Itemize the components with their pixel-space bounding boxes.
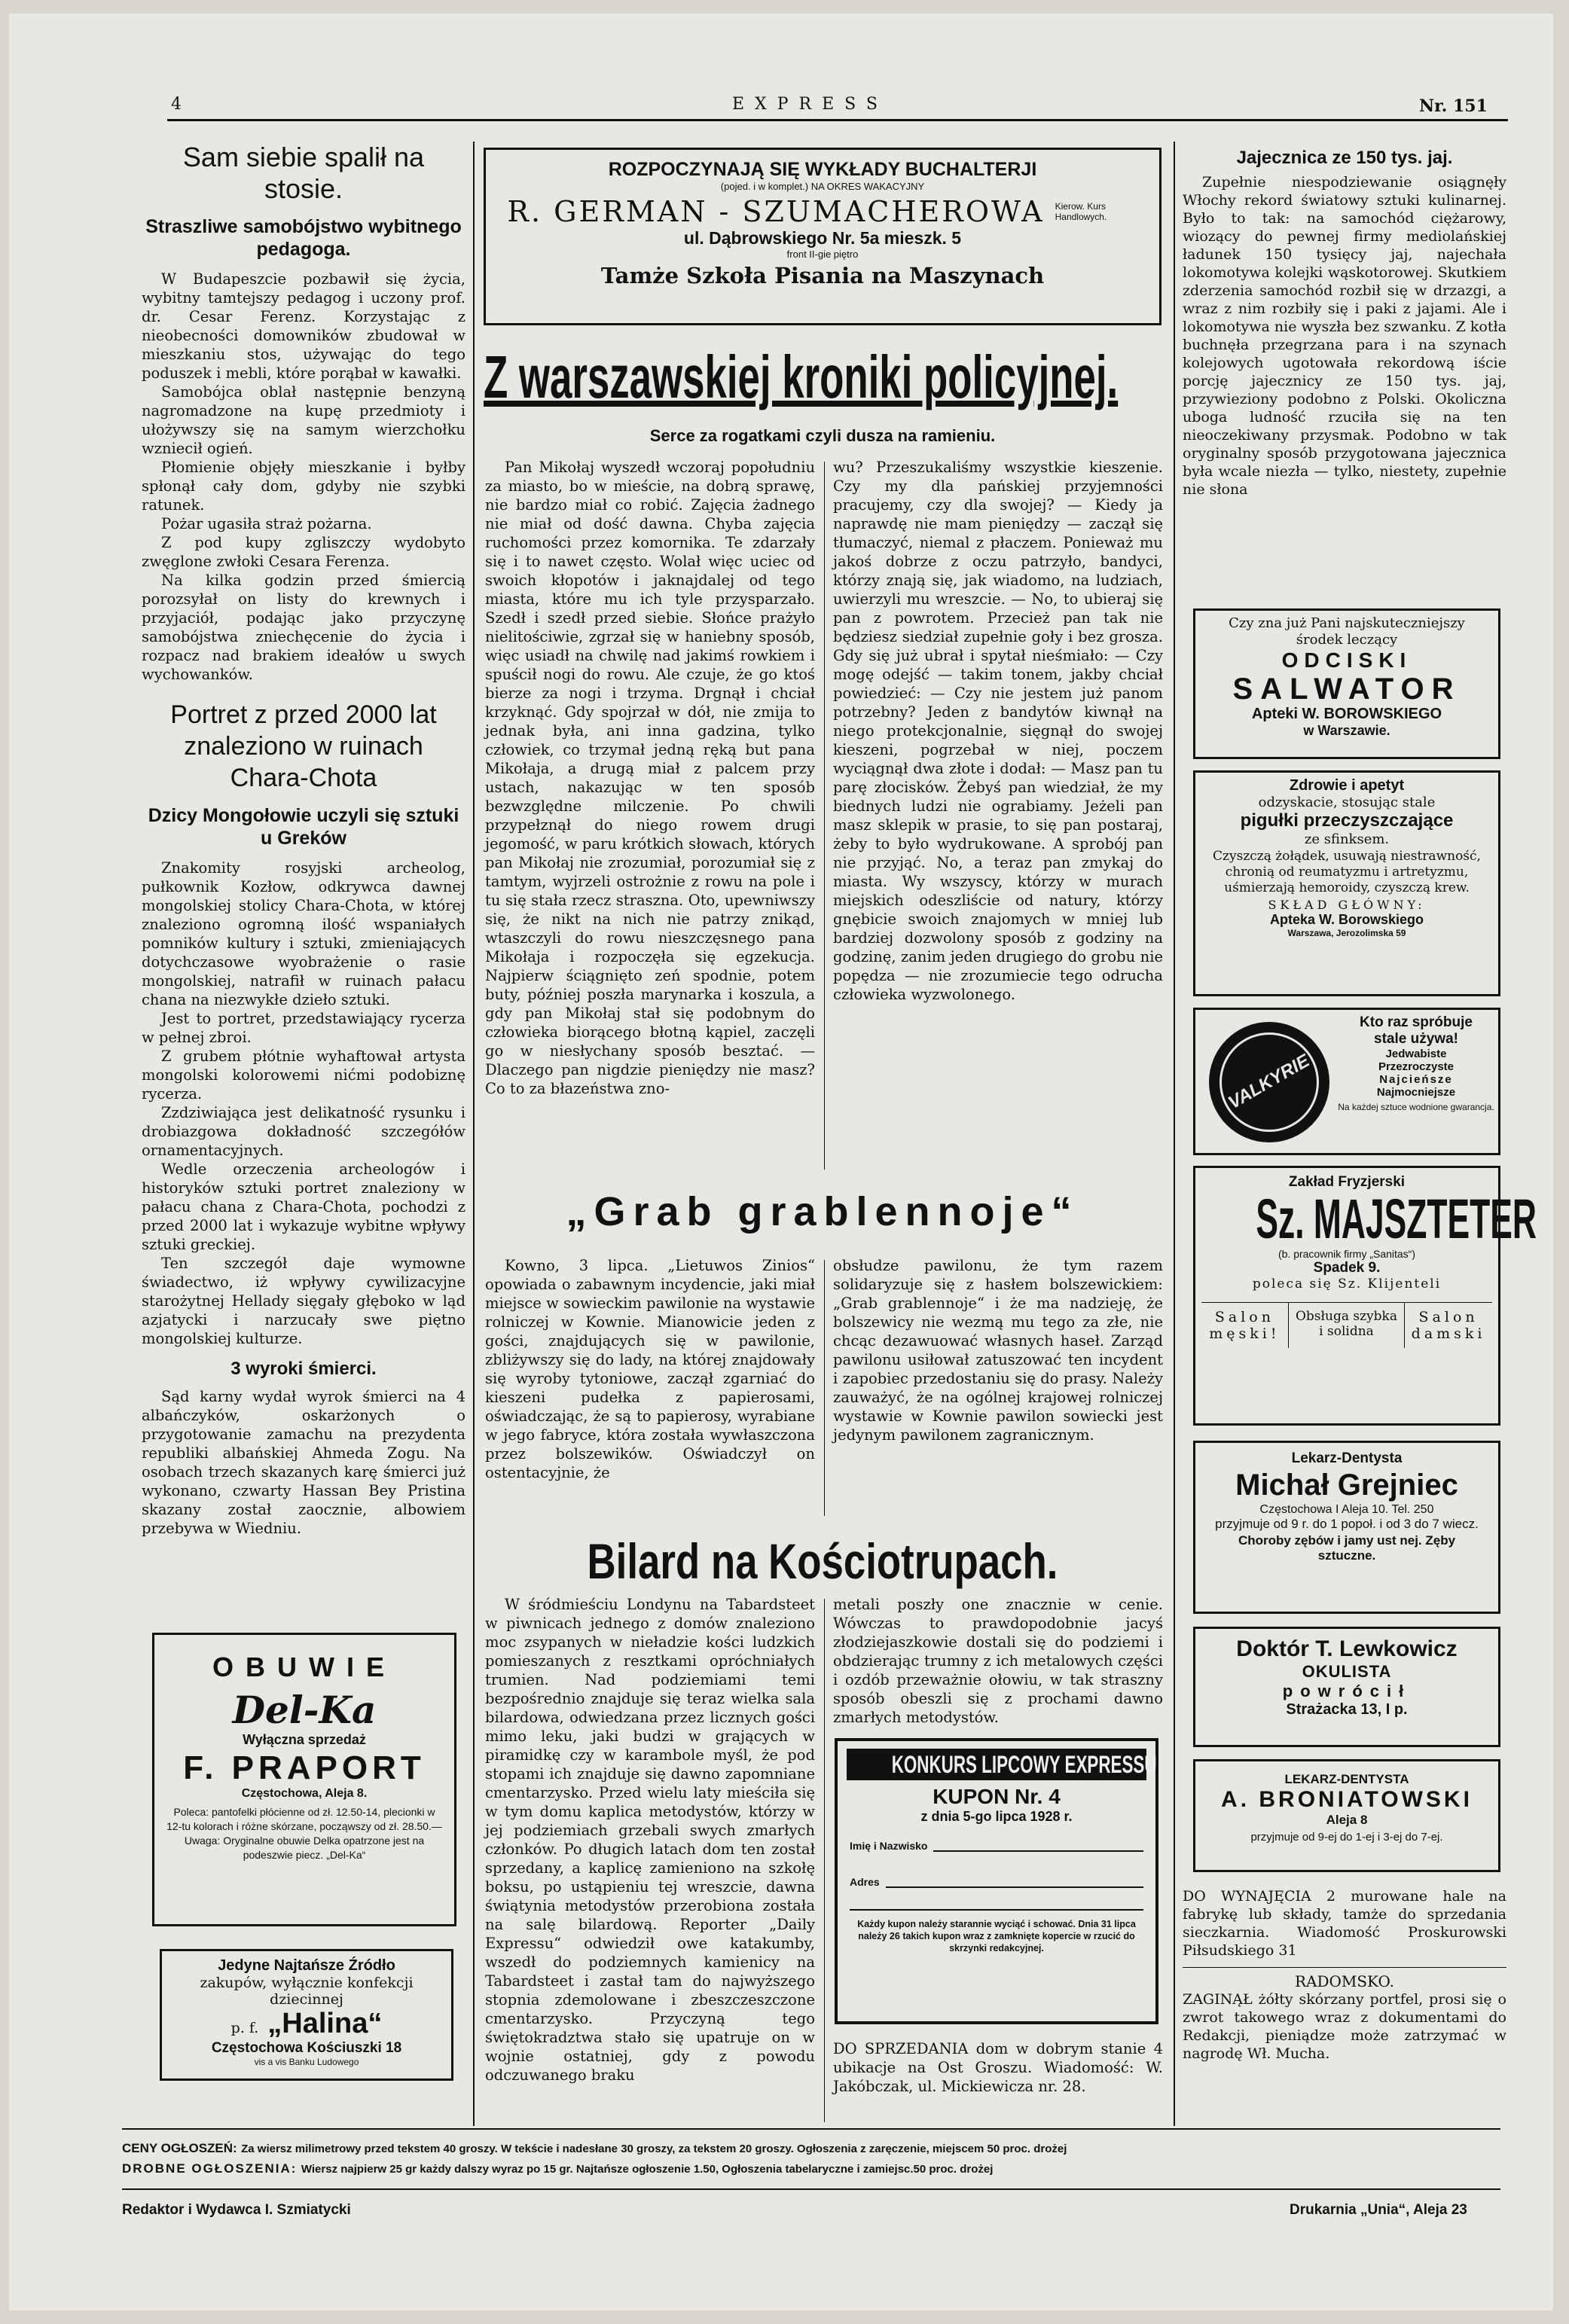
ad-text: Czyszczą żołądek, usuwają niestrawność, chronią od reumatyzmu i artretyzmu, uśmierzają hemoroidy, czyszczą krew.	[1213, 849, 1481, 895]
ad-line: Jedyne Najtańsze Źródło	[218, 1957, 395, 1974]
ad-line: Obsługa szybka i solidna	[1289, 1303, 1405, 1348]
column-3	[1183, 148, 1506, 499]
ad-line: (pojed. i w komplet.) NA OKRES WAKACYJNY	[720, 181, 925, 192]
column-1	[142, 142, 466, 1538]
ad-line: Kto raz spróbuje	[1360, 1014, 1473, 1030]
ad-line: Najmocniejsze	[1376, 1086, 1456, 1099]
ad-line: Jedwabiste	[1385, 1048, 1447, 1060]
valkyrie-logo	[1209, 1022, 1329, 1142]
article-subtitle: Straszliwe samobójstwo wybitnego pedagoga.	[145, 216, 462, 260]
ad-german	[484, 148, 1161, 325]
grab-col-1	[485, 1256, 815, 1516]
ad-line: poleca się Sz. Klijenteli	[1252, 1276, 1442, 1292]
article-paragraph: obsłudze pawilonu, że tym razem solidaryzuje się z hasłem bolszewickiem: „Grab grablennoje“ i że ma nadzieję, że bolszewicy nie wezmą mu tego za złe, nie chcąc dezawuować własnych haseł. Zarząd pawilonu usiłował zatuszować ten incydent i zapobiec przedostaniu się do prasy. Należy zauważyć, że na ogólnej krajowej rolniczej wystawie w Kownie pawilon sowiecki jest jedynym pawilonem zagranicznym.	[833, 1257, 1163, 1444]
ad-fryzjer	[1193, 1166, 1537, 1426]
ad-salwator	[1193, 608, 1500, 759]
logo-text: VALKYRIE	[1225, 1050, 1314, 1114]
sale-notice	[833, 2039, 1163, 2096]
ad-line: Salon męski!	[1201, 1303, 1289, 1348]
classified-text: DO WYNAJĘCIA 2 murowane hale na fabrykę lub składy, tamże do sprzedania sieczkarnia. Wiadomość Proskurowski Piłsudskiego 31	[1183, 1888, 1506, 1959]
police-subtitle: Serce za rogatkami czyli dusza na ramieniu.	[649, 426, 996, 445]
ad-address: ul. Dąbrowskiego Nr. 5a mieszk. 5	[683, 228, 962, 248]
article-paragraph: Zupełnie niespodziewanie osiągnęły Włochy rekord światowy sztuki kulinarnej. Było to tak: na samochód ciężarowy, wiozący do pewnej firmy mediolańskiej ładunek 150 tysięcy jaj, najechała lokomotywa kolejki wąskotorowej. Skutkiem zderzenia samochód rozbił się w drzazgi, a wraz z nim rozbiły się i paki z jajami. Ale i lokomotywa nie wyszła bez szwanku. Z kotła buchnęła przegrzana para i na szynach kolejowych ugotowała rekordową iście porcję jajecznicy ze 150 tys. jaj, przywieziony podobno z Polski. Okoliczna uboga ludność rzuciła się na ten nieoczekiwany przysmak. Podobno w tak oryginalny sposób przygotowana jajecznica była wcale niezła — tylko, niestety, zupełnie nie słona	[1183, 174, 1506, 498]
ad-line: ROZPOCZYNAJĄ SIĘ WYKŁADY BUCHALTERJI	[608, 159, 1037, 180]
ad-line: p. f.	[230, 2020, 259, 2036]
ad-line: Zdrowie i apetyt	[1289, 777, 1405, 794]
bilard-headline-wrap	[484, 1535, 1161, 1587]
page-number: 4	[171, 95, 192, 114]
ad-line: Aleja 8	[1326, 1813, 1368, 1827]
ad-line: ODCISKI	[1281, 648, 1412, 672]
police-col-2	[833, 458, 1163, 1166]
ad-line: Przezroczyste	[1378, 1060, 1455, 1073]
ad-address: Częstochowa, Aleja 8.	[241, 1787, 368, 1800]
article-paragraph: Wedle orzeczenia archeologów i historyków sztuki portret znaleziony w pałacu chana z Chara-Chota, pochodzi z przed 2000 lat i wykazuje wybitne wpływy sztuki greckiej.	[142, 1160, 466, 1253]
ad-text: Poleca: pantofelki płócienne od zł. 12.50-14, plecionki w 12-tu kolorach i różne skórzane, począwszy od zł. 28.50.— Uwaga: Oryginalne obuwie Delka opatrzone jest na podeszwie piecz. „Del-Ka“	[166, 1806, 442, 1861]
printer-credit: Drukarnia „Unia“, Aleja 23	[1290, 2202, 1467, 2218]
police-col-1	[485, 458, 815, 1166]
ad-name: F. PRAPORT	[183, 1749, 426, 1786]
ad-line: (b. pracownik firmy „Sanitas“)	[1277, 1248, 1416, 1260]
ad-broniatowski	[1193, 1759, 1500, 1872]
ad-line: ze sfinksem.	[1304, 831, 1390, 847]
ad-name: Michał Grejniec	[1235, 1469, 1458, 1502]
ad-valkyrie	[1193, 1008, 1500, 1155]
ad-halina	[160, 1949, 453, 2081]
editor-credit: Redaktor i Wydawca I. Szmiatycki	[122, 2202, 351, 2218]
column-rule	[473, 142, 475, 2126]
article-paragraph: Samobójca oblał następnie benzyną nagromadzone na kupę przedmioty i ułożywszy się na samym wierzchołku wzniecił ogień.	[142, 383, 466, 457]
ad-line: Czy zna już Pani najskuteczniejszy środek leczący	[1229, 615, 1465, 648]
ad-line: Strażacka 13, I p.	[1286, 1701, 1408, 1718]
ad-line: Apteka W. Borowskiego	[1269, 912, 1424, 927]
ad-line: Lekarz-Dentysta	[1291, 1450, 1403, 1466]
ad-line: Apteki W. BOROWSKIEGO	[1251, 706, 1442, 722]
ad-lewkowicz	[1193, 1627, 1500, 1747]
ad-line: odzyskacie, stosując stale	[1258, 794, 1436, 810]
ad-line: przyjmuje od 9 r. do 1 popoł. i od 3 do 7 wiecz.	[1215, 1517, 1479, 1531]
ad-line: front II-gie piętro	[786, 249, 859, 260]
classified-title: RADOMSKO.	[1294, 1972, 1395, 1990]
header-rule	[167, 119, 1508, 121]
article-paragraph: Na kilka godzin przed śmiercią porozsyłał on listy do krewnych i przyjaciół, podając jako przyczynę samobójstwa zniechęcenie do życia i rozpacz nad brakiem ideałów u swych wychowanków.	[142, 572, 466, 683]
coupon-number: KUPON Nr. 4	[933, 1785, 1061, 1808]
ad-line: OKULISTA	[1302, 1662, 1392, 1681]
ad-name: A. BRONIATOWSKI	[1221, 1787, 1473, 1812]
bilard-col-2	[833, 1595, 1163, 1726]
ad-line: stale używa!	[1374, 1031, 1458, 1047]
article-title: Portret z przed 2000 lat znaleziono w ruinach Chara-Chota	[170, 700, 437, 792]
article-paragraph: Ten szczegół daje wymowne świadectwo, iż wpływy cywilizacyjne starożytnej Hellady sięgały głęboko w ląd azjatycki i narzucały swe piętno mongolskiej kulturze.	[142, 1255, 466, 1347]
article-paragraph: Sąd karny wydał wyrok śmierci na 4 albańczyków, oskarżonych o przygotowanie zamachu na prezydenta republiki albańskiej Ahmeda Zogu. Na osobach trzech skazanych karę śmierci już wykonano, czwarty Hassan Bey Pristina skazany został zaocznie, albowiem przebywa w Wiedniu.	[142, 1388, 466, 1537]
ad-name: Sz. MAJSZTETER	[1256, 1188, 1537, 1250]
contest-coupon	[835, 1738, 1158, 2024]
footer-label: CENY OGŁOSZEŃ:	[122, 2141, 237, 2155]
ad-line: powrócił	[1282, 1682, 1412, 1700]
column-rule	[1174, 142, 1175, 2126]
ad-line: Najcieńsze	[1379, 1073, 1453, 1086]
ad-name: „Halina“	[267, 2008, 383, 2039]
ad-line: SKŁAD GŁÓWNY:	[1268, 898, 1426, 912]
ad-pigulki	[1193, 770, 1500, 996]
article-paragraph: W Budapeszcie pozbawił się życia, wybitny tamtejszy pedagog i uczony prof. dr. Cesar Ferenz. Korzystając z nieobecności domowników zbudował w mieszkaniu stos, używając do tego poduszek i mebli, które porąbał w kawałki.	[142, 270, 466, 382]
ad-name: R. GERMAN - SZUMACHEROWA	[507, 195, 1045, 228]
grab-col-2	[833, 1256, 1163, 1516]
footer-label: DROBNE OGŁOSZENIA:	[122, 2161, 298, 2176]
article-title: Jajecznica ze 150 tys. jaj.	[1236, 148, 1453, 168]
article-paragraph: Pan Mikołaj wyszedł wczoraj popołudniu za miasto, bo w mieście, na dobrą sprawę, nie bardzo miał co robić. Zajęcia żadnego nie miał od dość dawna. Chyba zajęcia ruchomości przez komornika. Te zdarzały się i to nawet często. Wolał więc uciec od swoich kłopotów i jaknajdalej od tego miasta, które mu ich tyle przysparzało. Szedł i szedł przed siebie. Słońce prażyło nielitościwie, zgrzał się w haniebny sposób, więc usiadł na chwilę nad jakimś rowkiem i spuścił nogi do rowu. Ale czuje, że go ktoś bierze za nogi i trzyma. Drgnął i chciał krzyknąć. Gdy spojrzał w dół, nie zmija to jednak była, ani inna gadzina, tylko człowiek, co trzymał jedną ręką but pana Mikołaja, a drugą miał z palcem przy ustach, nakazując w ten sposób bezwzględne milczenie. Po chwili przypełznął do niego rowem drugi jegomość, w paru krótkich słowach, których pan Mikołaj nie zrozumiał, porozumiał się z tamtym, wyjrzeli ostrożnie z rowu na pole i tu się stała rzecz straszna. Oto, upewniwszy się, że nikt na nich nie patrzy znikąd, wtaszczyli do rowu nieszczęsnego pana Mikołaja i rozpoczęła się egzekucja. Najpierw ściągnięto zeń spodnie, potem buty, później poszła marynarka i koszula, a gdy pan Mikołaj stał się podobnym do człowieka biorącego błotną kąpiel, zaczęli go w niesłychany sposób besztać. — Dlaczego pan nigdzie pieniędzy nie masz? Co to za błazeństwa zno-	[485, 459, 815, 1097]
ad-line: w Warszawie.	[1303, 723, 1390, 738]
ad-line: Wyłączna sprzedaż	[243, 1732, 366, 1747]
ad-title: OBUWIE	[212, 1652, 396, 1682]
article-paragraph: Pożar ugasiła straż pożarna.	[161, 515, 372, 532]
article-subtitle: Dzicy Mongołowie uczyli się sztuki u Greków	[148, 805, 459, 849]
name-field[interactable]	[933, 1840, 1143, 1852]
ad-line: przyjmuje od 9-ej do 1-ej i 3-ej do 7-ej.	[1250, 1831, 1443, 1844]
column-rule	[824, 462, 825, 1170]
article-paragraph: Jest to portret, przedstawiający rycerza w pełnej zbroi.	[142, 1010, 466, 1046]
ad-line: Choroby zębów i jamy ust nej. Zęby sztuczne.	[1238, 1533, 1456, 1563]
coupon-date: z dnia 5-go lipca 1928 r.	[920, 1809, 1073, 1824]
grab-headline: „Grab grablennoje“	[566, 1189, 1079, 1234]
ad-line: Częstochowa I Aleja 10. Tel. 250	[1259, 1503, 1434, 1516]
ad-note: Kierow. Kurs Handlowych.	[1055, 201, 1107, 222]
article-paragraph: Z grubem płótnie wyhaftował artysta mongolski kolorowemi nićmi podobiznę rycerza.	[142, 1048, 466, 1103]
article-title: Sam siebie spalił na stosie.	[182, 142, 425, 204]
column-rule	[824, 1260, 825, 1516]
article-paragraph: Znakomity rosyjski archeolog, pułkownik Kozłow, odkrywca dawnej mongolskiej stolicy Chara-Chota, w której znaleziono ogromną ilość wspaniałych pomników kultury i sztuki, zmieniających dotychczasowe wyobrażenie o rasie mongolskiej, natrafił w ruinach pałacu chana na niezwykłe dzieło sztuki.	[142, 859, 466, 1008]
newspaper-page	[9, 14, 1553, 2310]
footer-rule	[122, 2188, 1500, 2190]
ad-line: LEKARZ-DENTYSTA	[1284, 1772, 1409, 1786]
field-label: Imię i Nazwisko	[850, 1840, 928, 1852]
article-paragraph: Kowno, 3 lipca. „Lietuwos Zinios“ opowiada o zabawnym incydencie, jaki miał miejsce w sowieckim pawilonie na wystawie rolniczej w Kownie. Mianowicie jeden z gości, znajdujących się w pawilonie, zbliżywszy się do lady, na której znajdowały się wyroby tytoniowe, zaczął zgarniać do kieszeni pudełka z papierosami, oświadczając, że są to papierosy, wyrabiane w jego fabryce, która została wywłaszczona przez bolszewików. Oświadczył on ostentacyjnie, że	[485, 1257, 815, 1481]
article-paragraph: metali poszły one znacznie w cenie. Wówczas to prawdopodobnie jacyś złodziejaszkowie dostali się do podziemi i obdzierając trumny z ich metalowych części i ozdób przeważnie ołowiu, w tak straszny sposób obeszli się z prochami dawno zmarłych metodystów.	[833, 1596, 1163, 1726]
article-paragraph: wu? Przeszukaliśmy wszystkie kieszenie. Czy my dla pańskiej przyjemności pracujemy, czy dla swojej? — Kiedy ja naprawdę nie mam pieniędzy — zaczął się tłumaczyć, niemal z płaczem. Ponieważ mu jakoś dobrze z oczu patrzyło, bandyci, którzy znają się, jak wiadomo, na ludziach, uwierzyli mu wreszcie. — No, to ubieraj się pan z powrotem. Przecież pan tak nie będziesz siedział zupełnie goły i bez grosza. Gdy się już ubrał i spytał nieśmiało: — Czy mogę odejść — takim tonem, jakby chciał powiedzieć: — Czy nie jestem już panom potrzebny? Jeden z bandytów kiwnął na niego protekcjonalnie, sięgnął do swojej kieszeni, pogrzebał w niej, poczem wyciągnął dwa złote i dodał: — Masz pan tu parę złocisków. Żebyś pan wiedział, że my biednych ludzi nie ograbiamy. Jeżeli pan masz sklepik w prasie, to się pan postaraj, żeby to było wydrukowane. A sprobój pan nie przyjąć. No, a teraz pan zmykaj do miasta. Wy wszyscy, którzy w murach miejskich odeszliście od natury, którzy gnębicie swoich znajomych w mniej lub bardziej dozwolony sposób z godziny na godzinę, zanim jeden drugiego do grobu nie popędza — nie zrozumiecie tego odrucha człowieka wyzwolonego.	[833, 459, 1163, 1003]
coupon-note: Każdy kupon należy starannie wyciąć i schować. Dnia 31 lipca należy 26 takich kupon wraz z zamknięte kopercie w rzucić do skrzynki redakcyjnej.	[857, 1919, 1136, 1953]
coupon-title: KONKURS LIPCOWY EXPRESSU	[891, 1751, 1157, 1778]
footer-text: Wiersz najpierw 25 gr każdy dalszy wyraz po 15 gr. Najtańsze ogłoszenie 1.50, Ogłoszenia tabelaryczne i zamiejsc.50 proc. drożej	[301, 2163, 994, 2176]
ad-line: Spadek 9.	[1313, 1260, 1381, 1276]
headline-wrap	[484, 343, 1161, 411]
article-paragraph: Płomienie objęły mieszkanie i byłby spłonął cały dom, gdyby nie szybki ratunek.	[142, 459, 466, 514]
address-field[interactable]	[886, 1876, 1143, 1888]
ad-line: Warszawa, Jerozolimska 59	[1287, 928, 1406, 938]
column-3-classifieds	[1183, 1887, 1506, 2063]
bilard-col-1	[485, 1595, 815, 2122]
paper-name: EXPRESS	[732, 95, 888, 114]
ad-line: zakupów, wyłącznie konfekcji dziecinnej	[200, 1975, 414, 2008]
classified-text: DO SPRZEDANIA dom w dobrym stanie 4 ubikacje na Ost Groszu. Wiadomość: W. Jakóbczak, ul. Mickiewicza nr. 28.	[833, 2040, 1163, 2095]
article-paragraph: W śródmieściu Londynu na Tabardsteet w piwnicach jednego z domów znaleziono moc zsypanych w nieładzie kości ludzkich pomieszanych z resztkami opróchniałych trumien. Nad podziemiami temi bezpośrednio znajduje się teraz wielka sala bilardowa, odwiedzana przez licznych gości mimo leku, jaki budzi w grających w piramidkę czy w karambole myśl, że pod stopami ich znajduje się dawno zapomniane cmentarzysko. Przed wielu laty mieściła się w tym domu kaplica metodystów, którzy w jej podziemiach grzebali swych zmarłych członków. Po długich latach dom ten został sprzedany, a kaplicę zamieniono na szkołę boksu, po ustąpieniu tej wreszcie, dawna świątynia metodystów przerobiona została na salę bilardową. Reporter „Daily Expressu“ odwiedził owe katakumby, wszedł do podziemnych kamienicy na Tabardsteet i zastał tam do najwyższego stopnia zdemolowane i zbeszczeszczone cmentarzysko. Przyczyną tego świętokradztwa stało się upatruje on w wojnie ostatniej, gdy z powodu odczuwanego braku	[485, 1596, 815, 2084]
ad-address: Częstochowa Kościuszki 18	[211, 2040, 402, 2056]
field-label: Adres	[850, 1876, 880, 1888]
ad-grejniec	[1193, 1441, 1500, 1614]
price-list	[122, 2139, 1508, 2181]
article-paragraph: Z pod kupy zgliszczy wydobyto zwęglone zwłoki Cesara Ferenza.	[142, 534, 466, 570]
article-paragraph: Zzdziwiająca jest delikatność rysunku i drobiazgowa dokładność szczegółów ornamentacyjnych.	[142, 1104, 466, 1159]
brand-logo: Del-Ka	[232, 1688, 377, 1732]
ad-name: pigułki przeczyszczające	[1240, 810, 1454, 831]
police-headline: Z warszawskiej kroniki policyjnej.	[484, 343, 1119, 410]
bilard-headline: Bilard na Kościotrupach.	[587, 1533, 1058, 1589]
footer-text: Za wiersz milimetrowy przed tekstem 40 groszy. W tekście i nadesłane 30 groszy, za tekstem 20 groszy. Ogłoszenia z zaręczenie, miejscem 50 proc. drożej	[241, 2143, 1067, 2155]
ad-obuwie	[152, 1633, 456, 1926]
article-title: 3 wyroki śmierci.	[230, 1359, 377, 1379]
column-rule	[824, 1599, 825, 2122]
ad-line: Salon damski	[1411, 1309, 1486, 1342]
footer-rule	[122, 2128, 1500, 2130]
ad-line: Tamże Szkoła Pisania na Maszynach	[600, 263, 1045, 288]
ad-name: SALWATOR	[1232, 672, 1461, 706]
ad-line: Zakład Fryzjerski	[1288, 1174, 1406, 1190]
ad-line: vis a vis Banku Ludowego	[254, 2057, 359, 2067]
ad-name: Doktór T. Lewkowicz	[1236, 1636, 1458, 1661]
issue-number: Nr. 151	[1419, 96, 1488, 116]
classified-text: ZAGINĄŁ żółty skórzany portfel, prosi się o zwrot takowego wraz z dokumentami do Redakcji, pieniądze może zatrzymać w nagrodę Wł. Mucha.	[1183, 1991, 1506, 2062]
ad-line: Na każdej sztuce wodnione gwarancja.	[1338, 1102, 1494, 1112]
